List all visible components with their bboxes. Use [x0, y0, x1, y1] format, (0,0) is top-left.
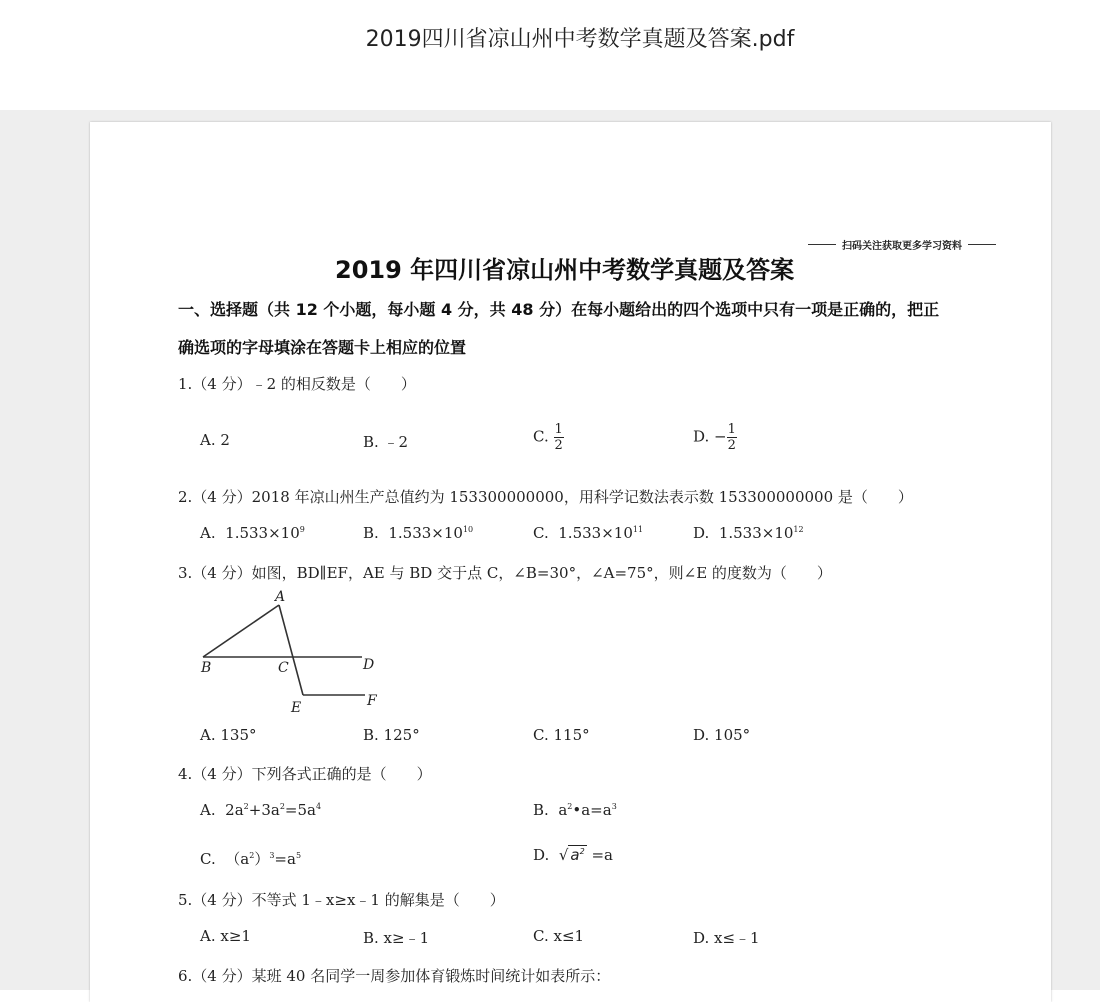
question-1-option-c [533, 422, 564, 453]
point-label-e: E [291, 700, 302, 716]
option-base: 1.533×10 [558, 524, 633, 542]
header-rule-left [808, 244, 836, 245]
option-exponent: 9 [299, 525, 305, 534]
header-tag-text: 扫码关注获取更多学习资料 [842, 241, 962, 252]
fraction-numerator: 1 [727, 422, 736, 437]
exponent: 2 [243, 802, 249, 811]
radicand-exponent: 2 [579, 847, 585, 856]
exponent: 3 [611, 802, 617, 811]
geometry-figure [195, 588, 395, 718]
term: （a [225, 850, 250, 868]
question-1-option-d [693, 422, 737, 453]
fraction-one-half [554, 422, 564, 453]
question-2-option-b [363, 524, 473, 542]
radicand-base: a [570, 846, 580, 864]
exponent: 5 [295, 851, 302, 860]
exponent: 4 [315, 802, 322, 811]
doc-title: 2019 年四川省凉山州中考数学真题及答案 [335, 256, 795, 284]
question-4-option-c [200, 848, 301, 869]
point-label-f: F [367, 693, 377, 709]
question-6-stem: 6.（4 分）某班 40 名同学一周参加体育锻炼时间统计如表所示： [178, 967, 611, 985]
segment-ae [279, 605, 303, 695]
term: a [558, 801, 568, 819]
point-label-b: B [201, 660, 212, 676]
term: •a=a [572, 801, 612, 819]
term: =a [274, 850, 296, 868]
pdf-page [90, 122, 1051, 1002]
option-base: 1.533×10 [718, 524, 794, 542]
file-title: 2019四川省凉山州中考数学真题及答案.pdf [365, 27, 795, 52]
point-label-a: A [275, 589, 286, 605]
question-2-stem: 2.（4 分）2018 年凉山州生产总值约为 153300000000，用科学记数法表示数 153300000000 是（ ） [178, 488, 913, 506]
header-rule-right [968, 244, 996, 245]
term: =5a [284, 801, 316, 819]
square-root: √ $a^2$ [558, 846, 585, 864]
section-heading-line1: 一、选择题（共 12 个小题，每小题 4 分，共 48 分）在每小题给出的四个选项中只有一项是正确的，把正 [178, 300, 940, 319]
exponent: 2 [279, 802, 285, 811]
title-bar [0, 0, 1100, 110]
fraction-denominator: 2 [727, 438, 736, 453]
option-label: D. [533, 846, 550, 864]
question-5-option-b: B. x≥﹣1 [363, 929, 430, 947]
term: ） [254, 850, 270, 868]
header-tag [808, 234, 996, 253]
option-label: C. [533, 524, 549, 542]
option-exponent: 10 [462, 525, 474, 534]
question-3-option-d: D. 105° [693, 726, 751, 744]
question-3-option-a: A. 135° [200, 726, 257, 744]
question-4-option-a [200, 801, 321, 819]
question-2-option-c [533, 524, 643, 542]
exponent: 3 [269, 851, 275, 860]
option-label: B. [363, 524, 379, 542]
term: +3a [248, 801, 280, 819]
question-3-option-b: B. 125° [363, 726, 420, 744]
point-label-d: D [363, 657, 375, 673]
option-exponent: 12 [793, 525, 804, 534]
exponent: 2 [567, 802, 573, 811]
question-2-option-a [200, 524, 305, 542]
exponent: 2 [249, 851, 255, 860]
option-label: C. [200, 850, 216, 868]
question-1-option-d-label: D. − [693, 427, 727, 446]
question-1-option-c-label: C. [533, 427, 549, 446]
section-heading-line2: 确选项的字母填涂在答题卡上相应的位置 [178, 338, 467, 357]
segment-ba [203, 605, 279, 657]
option-label: D. [693, 524, 710, 542]
question-4-option-d [533, 846, 613, 864]
question-1-option-b: B. ﹣2 [363, 433, 409, 451]
option-base: 1.533×10 [225, 524, 300, 542]
question-3-stem: 3.（4 分）如图，BD∥EF，AE 与 BD 交于点 C，∠B=30°，∠A=75°，则∠E 的度数为（ ） [178, 564, 832, 582]
question-5-stem: 5.（4 分）不等式 1﹣x≥x﹣1 的解集是（ ） [178, 891, 505, 909]
question-5-option-c: C. x≤1 [533, 927, 585, 945]
point-label-c: C [278, 660, 289, 676]
question-1-option-a: A. 2 [200, 431, 230, 449]
term: =a [586, 846, 613, 864]
option-label: A. [200, 801, 216, 819]
option-label: A. [200, 524, 216, 542]
fraction-denominator: 2 [554, 438, 563, 453]
question-5-option-d: D. x≤﹣1 [693, 929, 760, 947]
question-5-option-a: A. x≥1 [200, 927, 251, 945]
radicand [568, 845, 586, 864]
option-exponent: 11 [632, 525, 644, 534]
question-1-stem: 1.（4 分）﹣2 的相反数是（ ） [178, 375, 416, 393]
question-4-option-b [533, 801, 617, 819]
option-base: 1.533×10 [388, 524, 463, 542]
question-4-stem: 4.（4 分）下列各式正确的是（ ） [178, 765, 432, 783]
question-3-option-c: C. 115° [533, 726, 590, 744]
question-2-option-d [693, 524, 804, 542]
fraction-negative-one-half [727, 422, 737, 453]
term: 2a [225, 801, 244, 819]
option-label: B. [533, 801, 549, 819]
fraction-numerator: 1 [554, 422, 563, 437]
